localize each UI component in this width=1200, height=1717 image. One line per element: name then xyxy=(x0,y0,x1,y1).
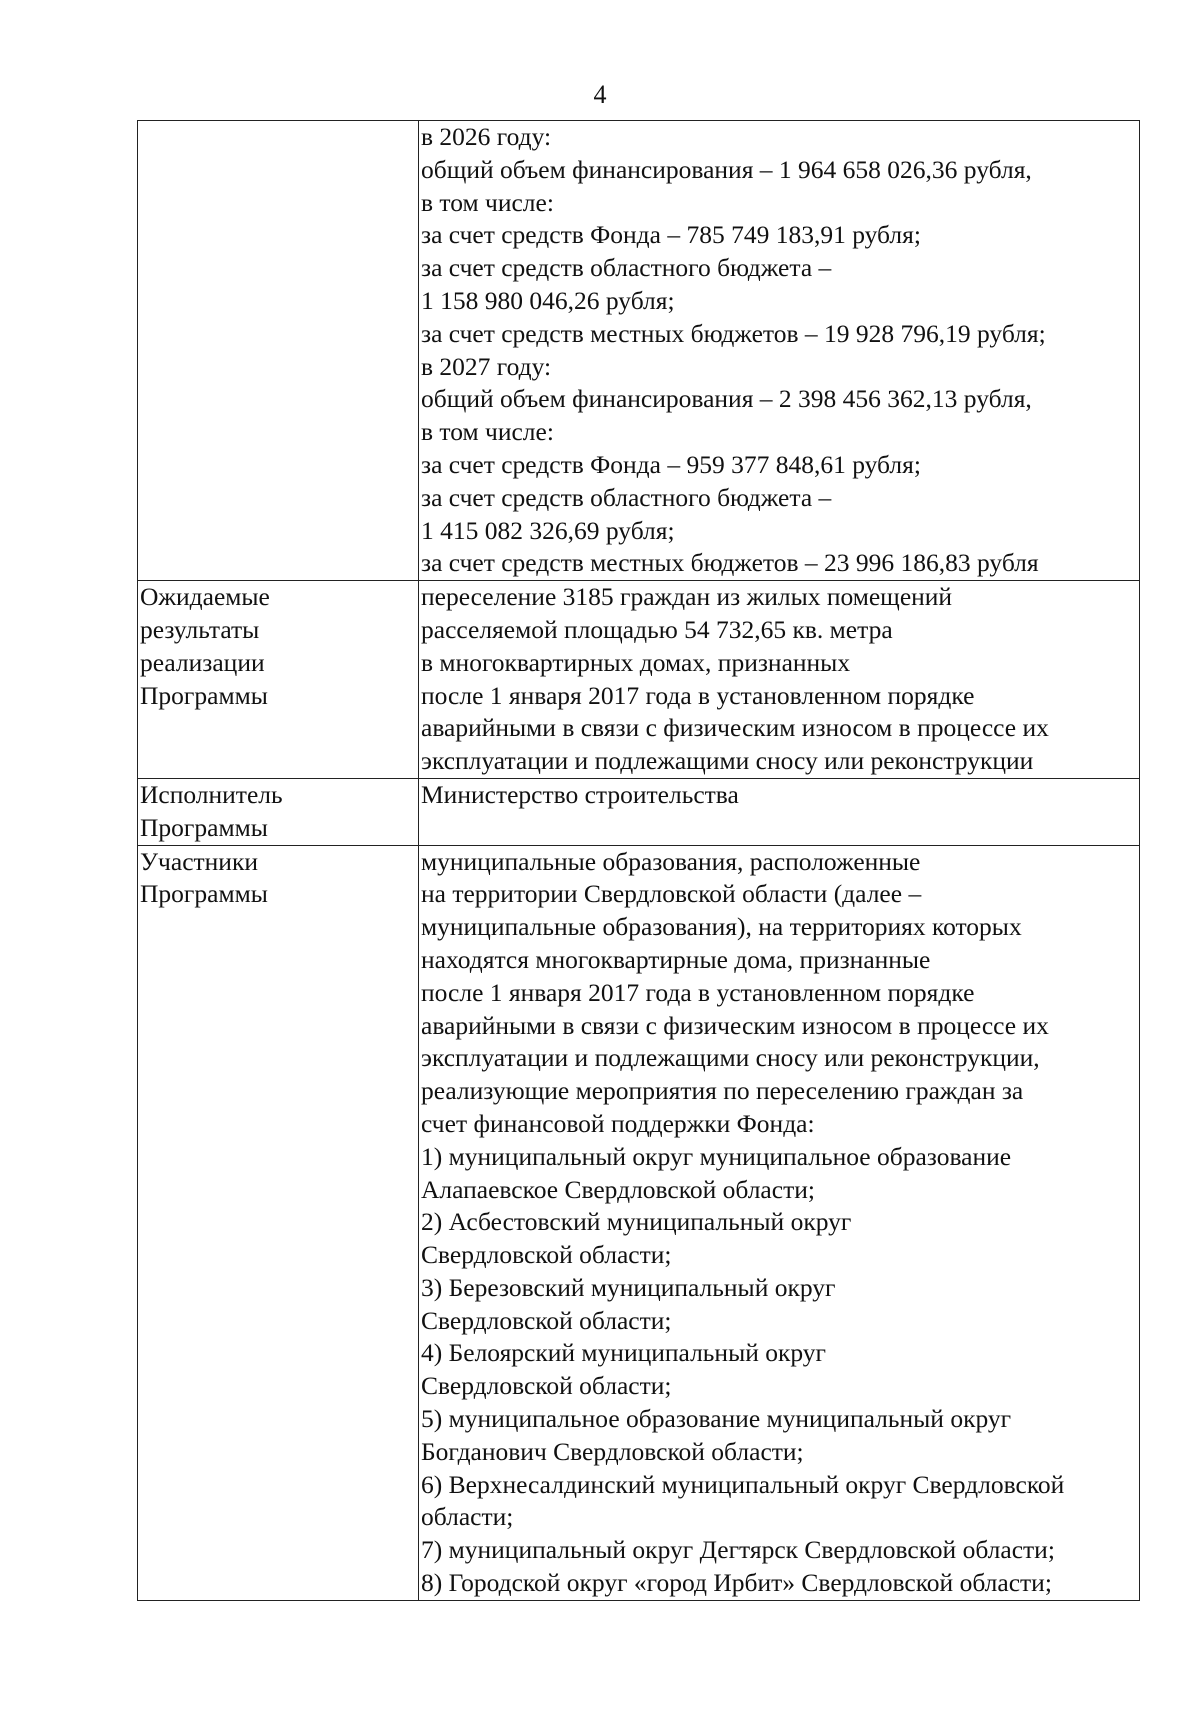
row-label-line: Программы xyxy=(140,879,268,909)
row-value-line: на территории Свердловской области (далее – xyxy=(421,879,922,909)
row-label-cell xyxy=(138,778,419,845)
row-value-line: 4) Белоярский муниципальный округ xyxy=(421,1338,826,1368)
row-label-line: Программы xyxy=(140,812,268,842)
row-value-line: Свердловской области; xyxy=(421,1240,672,1270)
row-value-line: за счет средств областного бюджета – xyxy=(421,482,832,512)
table-row-financing-by-year xyxy=(138,121,1140,581)
row-value-line: 2) Асбестовский муниципальный округ xyxy=(421,1207,852,1237)
row-label-cell xyxy=(138,845,419,1600)
row-value-line: общий объем финансирования – 2 398 456 362,13 рубля, xyxy=(421,384,1032,414)
row-value-line: Богданович Свердловской области; xyxy=(421,1436,804,1466)
row-value-line: счет финансовой поддержки Фонда: xyxy=(421,1108,815,1138)
row-value-line: за счет средств местных бюджетов – 23 996 186,83 рубля xyxy=(421,548,1039,578)
row-value-line: после 1 января 2017 года в установленном порядке xyxy=(421,680,975,710)
row-value-line: эксплуатации и подлежащими сносу или реконструкции, xyxy=(421,1043,1040,1073)
row-value-cell xyxy=(419,845,1140,1600)
row-value-line: за счет средств Фонда – 959 377 848,61 рубля; xyxy=(421,449,921,479)
row-value-line: 6) Верхнесалдинский муниципальный округ Свердловской xyxy=(421,1469,1065,1499)
row-value-line: аварийными в связи с физическим износом в процессе их xyxy=(421,713,1049,743)
row-label-line: реализации xyxy=(140,647,265,677)
row-value-cell xyxy=(419,121,1140,581)
row-value-line: 1 415 082 326,69 рубля; xyxy=(421,515,675,545)
row-label-line: Исполнитель xyxy=(140,779,283,809)
row-value-line: находятся многоквартирные дома, признанные xyxy=(421,944,931,974)
row-value-line: Министерство строительства xyxy=(421,779,739,809)
table-row-program-executor xyxy=(138,778,1140,845)
row-value-line: 1 158 980 046,26 рубля; xyxy=(421,285,675,315)
program-passport-table xyxy=(137,120,1140,1601)
row-value-line: 1) муниципальный округ муниципальное образование xyxy=(421,1141,1012,1171)
row-value-line: 3) Березовский муниципальный округ xyxy=(421,1272,836,1302)
table-row-expected-results xyxy=(138,581,1140,779)
row-value-line: реализующие мероприятия по переселению граждан за xyxy=(421,1076,1024,1106)
row-value-cell xyxy=(419,581,1140,779)
row-value-cell xyxy=(419,778,1140,845)
row-value-line: расселяемой площадью 54 732,65 кв. метра xyxy=(421,614,893,644)
row-value-line: за счет средств местных бюджетов – 19 928 796,19 рубля; xyxy=(421,318,1046,348)
row-value-line: за счет средств Фонда – 785 749 183,91 рубля; xyxy=(421,220,921,250)
row-value-line: в многоквартирных домах, признанных xyxy=(421,647,851,677)
row-value-line: Свердловской области; xyxy=(421,1371,672,1401)
row-value-line: общий объем финансирования – 1 964 658 026,36 рубля, xyxy=(421,154,1032,184)
row-value-line: муниципальные образования), на территориях которых xyxy=(421,912,1022,942)
table-row-program-participants xyxy=(138,845,1140,1600)
row-value-line: в том числе: xyxy=(421,187,554,217)
row-label-line: Ожидаемые xyxy=(140,582,270,612)
row-label-line: Участники xyxy=(140,846,258,876)
row-value-line: муниципальные образования, расположенные xyxy=(421,846,921,876)
row-value-line: 7) муниципальный округ Дегтярск Свердловской области; xyxy=(421,1535,1055,1565)
row-label-cell xyxy=(138,581,419,779)
row-value-line: Алапаевское Свердловской области; xyxy=(421,1174,815,1204)
page-number: 4 xyxy=(593,80,607,109)
row-value-line: переселение 3185 граждан из жилых помещений xyxy=(421,582,953,612)
row-value-line: области; xyxy=(421,1502,514,1532)
row-value-line: после 1 января 2017 года в установленном порядке xyxy=(421,977,975,1007)
row-value-line: Свердловской области; xyxy=(421,1305,672,1335)
table-body xyxy=(138,121,1140,1601)
row-value-line: 8) Городской округ «город Ирбит» Свердловской области; xyxy=(421,1568,1052,1598)
row-value-line: за счет средств областного бюджета – xyxy=(421,253,832,283)
row-label-cell xyxy=(138,121,419,581)
row-value-line: в том числе: xyxy=(421,417,554,447)
row-value-line: эксплуатации и подлежащими сносу или реконструкции xyxy=(421,746,1034,776)
row-label-line: Программы xyxy=(140,680,268,710)
row-value-line: 5) муниципальное образование муниципальный округ xyxy=(421,1404,1012,1434)
row-value-line: в 2026 году: xyxy=(421,122,552,151)
row-value-line: аварийными в связи с физическим износом в процессе их xyxy=(421,1010,1049,1040)
row-label-line: результаты xyxy=(140,614,260,644)
row-value-line: в 2027 году: xyxy=(421,351,552,381)
